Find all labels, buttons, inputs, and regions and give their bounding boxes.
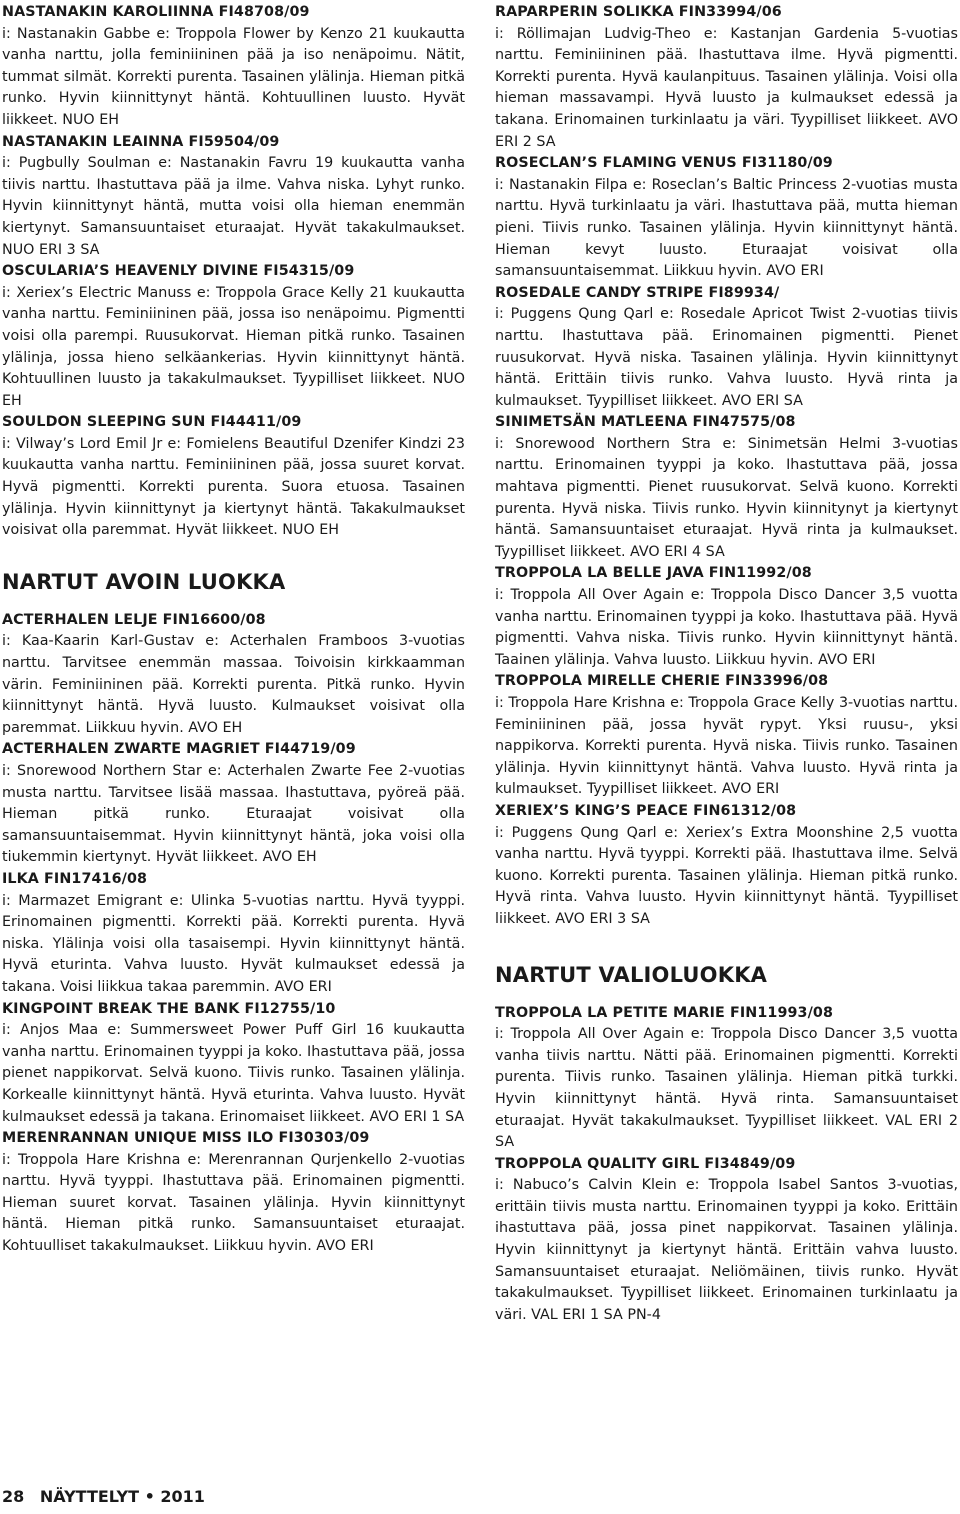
dog-critique-text: i: Troppola All Over Again e: Troppola Disco Dancer 3,5 vuotta vanha narttu. Erinomainen tyyppi ja koko. Ihastuttava pää. Hyvä pigmentti. Vahva niska. Tiivis runko. Hyvin kiinnittynyt häntä. Taainen ylälinja. Vahva luusto. Liikkuu hyvin. AVO ERI: [495, 587, 958, 668]
dog-name-heading: ILKA FIN17416/08: [2, 870, 148, 887]
dog-name-heading: NASTANAKIN KAROLIINNA FI48708/09: [2, 4, 310, 20]
dog-critique-text: i: Nabuco’s Calvin Klein e: Troppola Isabel Santos 3-vuotias, erittäin tiivis musta narttu. Erinomainen tyyppi ja koko. Erittäin ihastuttava pää, jossa pinet nappikorvat. Tasainen ylälinja. Hyvin kiinnittynyt ja kiertynyt häntä. Erittäin vahva luusto. Samansuuntaiset eturaajat. Neliömäinen, tiivis runko. Hyvät takakulmaukset. Tyypilliset liikkeet. Erinomainen turkinlaatu ja väri. VAL ERI 1 SA PN-4: [495, 1177, 958, 1323]
dog-critique-text: i: Puggens Qung Qarl e: Xeriex’s Extra Moonshine 2,5 vuotta vanha narttu. Hyvä tyyppi. Korrekti pää. Ihastuttava ilme. Selvä kuono. Korrekti purenta. Tasainen ylälinja. Hieman pitkä runko. Hyvä rinta. Vahva luusto. Hyvin kiinnittynyt häntä. Tyypilliset liikkeet. AVO ERI 3 SA: [495, 824, 958, 927]
dog-name-heading: XERIEX’S KING’S PEACE FIN61312/08: [495, 802, 797, 819]
dog-critique-text: i: Puggens Qung Qarl e: Rosedale Apricot Twist 2-vuotias tiivis narttu. Ihastuttava pää. Erinomainen pigmentti. Pienet ruusukorvat. Hyvä niska. Tasainen ylälinja. Hyvin kiinnittynyt häntä. Erittäin tiivis runko. Vahva luusto. Hyvä rinta ja kulmaukset. Tyypilliset liikkeet. AVO ERI SA: [495, 306, 958, 409]
dog-entry: [495, 153, 958, 283]
dog-name-heading: OSCULARIA’S HEAVENLY DIVINE FI54315/09: [2, 263, 355, 280]
dog-entry: [495, 2, 958, 153]
dog-entry: [495, 412, 958, 563]
dog-name-heading: MERENRANNAN UNIQUE MISS ILO FI30303/09: [2, 1130, 370, 1147]
dog-name-heading: KINGPOINT BREAK THE BANK FI12755/10: [2, 1000, 336, 1017]
dog-critique-text: i: Snorewood Northern Star e: Acterhalen Zwarte Fee 2-vuotias musta narttu. Tarvitsee lisää massaa. Ihastuttava, pyöreä pää. Hieman pitkä runko. Eturaajat voisivat olla samansuuntaisemmat. Hyvin kiinnittynyt häntä, joka voisi olla tiukemmin kiertynyt. Hyvät liikkeet. AVO EH: [2, 763, 465, 866]
dog-critique-text: i: Troppola Hare Krishna e: Merenrannan Qurjenkello 2-vuotias narttu. Hyvä tyyppi. Ihastuttava pää. Erinomainen pigmentti. Hieman suuret korvat. Tasainen ylälinja. Hyvin kiinnittynyt häntä. Hieman pitkä runko. Samansuuntaiset eturaajat. Kohtuulliset takakulmaukset. Liikkuu hyvin. AVO ERI: [2, 1151, 465, 1255]
dog-entry: [2, 132, 465, 262]
dog-critique-text: i: Kaa-Kaarin Karl-Gustav e: Acterhalen Framboos 3-vuotias narttu. Tarvitsee enemmän massaa. Toivoisin kirkkaamman värin. Feminiininen pää. Korrekti purenta. Pitkä runko. Hyvin kiinnittynyt häntä. Hyvä luusto. Kulmaukset voisivat olla paremmat. Liikkuu hyvin. AVO EH: [2, 633, 465, 736]
dog-entry: [2, 999, 465, 1129]
right-entries-bottom: [495, 1003, 958, 1327]
dog-critique-text: i: Marmazet Emigrant e: Ulinka 5-vuotias narttu. Hyvä tyyppi. Erinomainen pigmentti. Korrekti pää. Korrekti purenta. Hyvä niska. Ylälinja voisi olla tasaisempi. Hyvin kiinnittynyt häntä. Hyvä eturinta. Vahva luusto. Hyvät kulmaukset edessä ja takana. Voisi liikkua takaa paremmin. AVO ERI: [2, 892, 465, 995]
dog-entry: [495, 1003, 958, 1154]
dog-entry: [2, 261, 465, 412]
dog-critique-text: i: Snorewood Northern Stra e: Sinimetsän Helmi 3-vuotias narttu. Erinomainen tyyppi ja koko. Ihastuttava pää, jossa mahtava pigmentti. Pienet ruusukorvat. Selvä kuono. Korrekti purenta. Hyvä niska. Tiivis runko. Hyvin kiinnitynyt ja kiertynyt häntä. Samansuuntaiset eturaajat. Hyvä rinta ja kulmaukset. Tyypilliset liikkeet. AVO ERI 4 SA: [495, 435, 958, 560]
dog-entry: [2, 2, 465, 132]
dog-entry: [2, 412, 465, 542]
left-entries-top: [2, 2, 465, 542]
section-title-champion-class: NARTUT VALIOLUOKKA: [495, 962, 768, 987]
dog-critique-text: i: Nastanakin Gabbe e: Troppola Flower by Kenzo 21 kuukautta vanha narttu, jolla feminiininen pää ja iso nenäpoimu. Nätit, tummat silmät. Korrekti purenta. Tasainen ylälinja. Hieman pitkä runko. Hyvin kiinnittynyt häntä. Kohtuullinen luusto. Hyvät liikkeet. NUO EH: [2, 25, 465, 128]
dog-name-heading: SINIMETSÄN MATLEENA FIN47575/08: [495, 414, 796, 431]
left-column: [2, 2, 465, 1258]
dog-name-heading: ROSECLAN’S FLAMING VENUS FI31180/09: [495, 155, 833, 172]
right-column: [495, 2, 958, 1326]
left-entries-bottom: [2, 610, 465, 1258]
dog-entry: [495, 801, 958, 931]
dog-critique-text: i: Anjos Maa e: Summersweet Power Puff Girl 16 kuukautta vanha narttu. Erinomainen tyyppi ja koko. Ihastuttava pää, jossa pienet nappikorvat. Selvä kuono. Tiivis runko. Tasainen ylälinja. Korkealle kiinnittynyt häntä. Hyvä eturinta. Vahva luusto. Hyvät kulmaukset edessä ja takana. Erinomaiset liikkeet. AVO ERI 1 SA: [2, 1022, 465, 1125]
dog-name-heading: TROPPOLA LA BELLE JAVA FIN11992/08: [495, 565, 812, 582]
dog-name-heading: ACTERHALEN LELJE FIN16600/08: [2, 611, 266, 628]
dog-entry: [2, 610, 465, 740]
dog-entry: [495, 283, 958, 413]
dog-name-heading: NASTANAKIN LEAINNA FI59504/09: [2, 133, 280, 150]
section-title-open-class: NARTUT AVOIN LUOKKA: [2, 569, 286, 594]
dog-critique-text: i: Vilway’s Lord Emil Jr e: Fomielens Beautiful Dzenifer Kindzi 23 kuukautta vanha narttu. Feminiininen pää, jossa suuret korvat. Hyvä pigmentti. Korrekti purenta. Suora etuosa. Tasainen ylälinja. Hyvin kiinnittynyt ja kiertynyt häntä. Takakulmaukset voisivat olla paremmat. Hyvät liikkeet. NUO EH: [2, 435, 465, 539]
dog-entry: [495, 563, 958, 671]
right-entries-top: [495, 2, 958, 931]
page-number: 28: [2, 1487, 25, 1506]
dog-critique-text: i: Nastanakin Filpa e: Roseclan’s Baltic Princess 2-vuotias musta narttu. Hyvä turkinlaatu ja väri. Ihastuttava pää, mutta hieman pieni. Tiivis runko. Tasainen ylälinja. Hyvin kiinnittynyt häntä. Hieman kevyt luusto. Eturaajat voisivat olla samansuuntaisemmat. Liikkuu hyvin. AVO ERI: [495, 176, 958, 280]
dog-name-heading: ACTERHALEN ZWARTE MAGRIET FI44719/09: [2, 741, 356, 758]
dog-name-heading: TROPPOLA QUALITY GIRL FI34849/09: [495, 1155, 796, 1172]
dog-name-heading: SOULDON SLEEPING SUN FI44411/09: [2, 414, 302, 431]
page-footer: [2, 1487, 205, 1507]
dog-critique-text: i: Röllimajan Ludvig-Theo e: Kastanjan Gardenia 5-vuotias narttu. Feminiininen pää. Ihastuttava ilme. Hyvä pigmentti. Korrekti purenta. Hyvä kaulanpituus. Tasainen ylälinja. Voisi olla hieman massavampi. Hyvä luusto ja kulmaukset edessä ja takana. Erinomainen turkinlaatu ja väri. Tyypilliset liikkeet. AVO ERI 2 SA: [495, 25, 958, 150]
dog-name-heading: RAPARPERIN SOLIKKA FIN33994/06: [495, 4, 782, 20]
dog-entry: [2, 1128, 465, 1258]
dog-name-heading: TROPPOLA MIRELLE CHERIE FIN33996/08: [495, 673, 829, 690]
dog-critique-text: i: Pugbully Soulman e: Nastanakin Favru 19 kuukautta vanha tiivis narttu. Ihastuttava pää ja ilme. Vahva niska. Lyhyt runko. Hyvin kiinnittynyt häntä, mutta voisi olla hieman enemmän kiertynyt. Samansuuntaiset eturaajat. Hyvät takakulmaukset. NUO ERI 3 SA: [2, 155, 465, 258]
dog-entry: [495, 671, 958, 801]
dog-name-heading: ROSEDALE CANDY STRIPE FI89934/: [495, 284, 780, 301]
dog-critique-text: i: Xeriex’s Electric Manuss e: Troppola Grace Kelly 21 kuukautta vanha narttu. Feminiininen pää, jossa iso nenäpoimu. Pigmentti voisi olla parempi. Ruusukorvat. Hieman pitkä runko. Tasainen ylälinja, jossa hieno selkäankerias. Hyvin kiinnittynyt häntä. Kohtuullinen luusto ja takakulmaukset. Tyypilliset liikkeet. NUO EH: [2, 284, 465, 409]
dog-entry: [2, 739, 465, 869]
dog-name-heading: TROPPOLA LA PETITE MARIE FIN11993/08: [495, 1004, 834, 1021]
dog-entry: [495, 1154, 958, 1327]
publication-title: NÄYTTELYT • 2011: [39, 1487, 205, 1506]
dog-critique-text: i: Troppola All Over Again e: Troppola Disco Dancer 3,5 vuotta vanha tiivis narttu. Nätti pää. Erinomainen pigmentti. Korrekti purenta. Tiivis runko. Tasainen ylälinja. Hieman pitkä turkki. Hyvin kiinnittynyt häntä. Hyvä rinta. Samansuuntaiset eturaajat. Hyvät takakulmaukset. Tyypilliset liikkeet. VAL ERI 2 SA: [495, 1026, 958, 1151]
dog-critique-text: i: Troppola Hare Krishna e: Troppola Grace Kelly 3-vuotias narttu. Feminiininen pää, jossa hyvät rypyt. Yksi ruusu-, yksi nappikorva. Korrekti purenta. Hyvä niska. Tiivis runko. Tasainen ylälinja. Hyvin kiinnittynyt häntä. Vahva luusto. Hyvä rinta ja kulmaukset. Tyypilliset liikkeet. AVO ERI: [495, 695, 958, 798]
dog-entry: [2, 869, 465, 999]
